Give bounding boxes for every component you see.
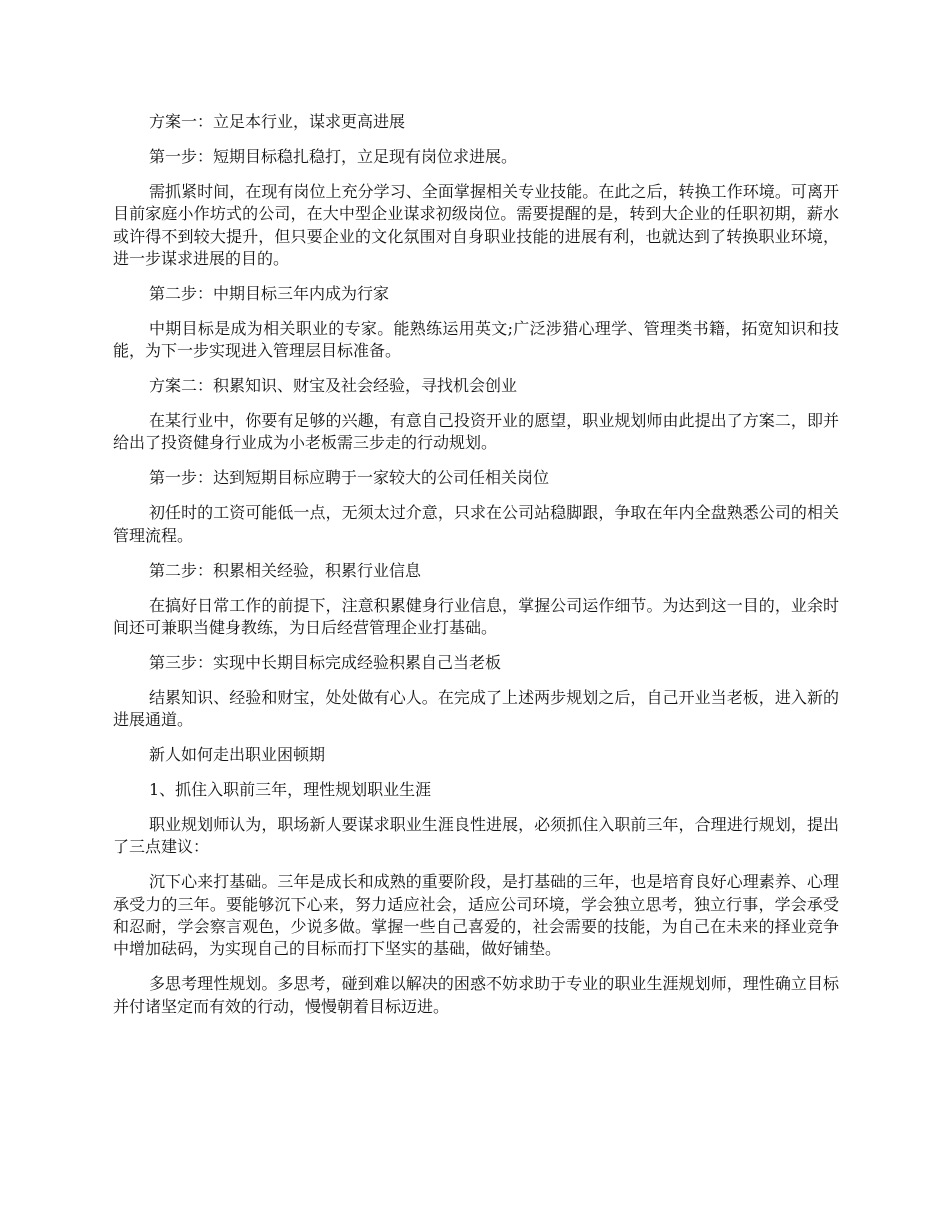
body-paragraph: 沉下心来打基础。三年是成长和成熟的重要阶段，是打基础的三年，也是培育良好心理素养、心理承受力的三年。要能够沉下心来，努力适应社会，适应公司环境，学会独立思考，独立行事，学会承受和忍耐，学会察言观色，少说多做。掌握一些自己喜爱的，社会需要的技能，为自己在未来的择业竞争中增加砝码，为实现自己的目标而打下坚实的基础，做好铺垫。 xyxy=(113,872,839,959)
document-page xyxy=(113,111,839,1031)
body-paragraph: 在某行业中，你要有足够的兴趣，有意自己投资开业的愿望，职业规划师由此提出了方案二，即并给出了投资健身行业成为小老板需三步走的行动规划。 xyxy=(113,411,839,453)
body-paragraph: 中期目标是成为相关职业的专家。能熟练运用英文;广泛涉猎心理学、管理类书籍，拓宽知识和技能，为下一步实现进入管理层目标准备。 xyxy=(113,318,839,361)
plan-one-step-two: 第二步：中期目标三年内成为行家 xyxy=(149,283,390,303)
body-paragraph: 结累知识、经验和财宝，处处做有心人。在完成了上述两步规划之后，自己开业当老板，进入新的进展通道。 xyxy=(113,687,839,730)
subsection-heading: 1、抓住入职前三年，理性规划职业生涯 xyxy=(149,779,432,799)
body-paragraph: 初任时的工资可能低一点，无须太过介意，只求在公司站稳脚跟，争取在年内全盘熟悉公司的相关管理流程。 xyxy=(113,503,839,545)
plan-one-step-one: 第一步：短期目标稳扎稳打，立足现有岗位求进展。 xyxy=(149,146,518,166)
section-heading: 新人如何走出职业困顿期 xyxy=(149,745,326,765)
body-paragraph: 职业规划师认为，职场新人要谋求职业生涯良性进展，必须抓住入职前三年，合理进行规划，提出了三点建议： xyxy=(113,814,839,857)
body-paragraph: 在搞好日常工作的前提下，注意积累健身行业信息，掌握公司运作细节。为达到这一目的，业余时间还可兼职当健身教练，为日后经营管理企业打基础。 xyxy=(113,595,839,637)
plan-two-step-two: 第二步：积累相关经验，积累行业信息 xyxy=(149,560,422,580)
plan-two-heading: 方案二：积累知识、财宝及社会经验，寻找机会创业 xyxy=(149,376,518,396)
plan-one-heading: 方案一：立足本行业，谋求更高进展 xyxy=(149,112,406,131)
body-paragraph: 多思考理性规划。多思考，碰到难以解决的困惑不妨求助于专业的职业生涯规划师，理性确立目标并付诸坚定而有效的行动，慢慢朝着目标迈进。 xyxy=(113,974,839,1016)
body-paragraph: 需抓紧时间，在现有岗位上充分学习、全面掌握相关专业技能。在此之后，转换工作环境。可离开目前家庭小作坊式的公司，在大中型企业谋求初级岗位。需要提醒的是，转到大企业的任职初期，薪水或许得不到较大提升，但只要企业的文化氛围对自身职业技能的进展有利，也就达到了转换职业环境，进一步谋求进展的目的。 xyxy=(113,181,839,269)
plan-two-step-one: 第一步：达到短期目标应聘于一家较大的公司任相关岗位 xyxy=(149,468,550,488)
plan-two-step-three: 第三步：实现中长期目标完成经验积累自己当老板 xyxy=(149,652,502,672)
